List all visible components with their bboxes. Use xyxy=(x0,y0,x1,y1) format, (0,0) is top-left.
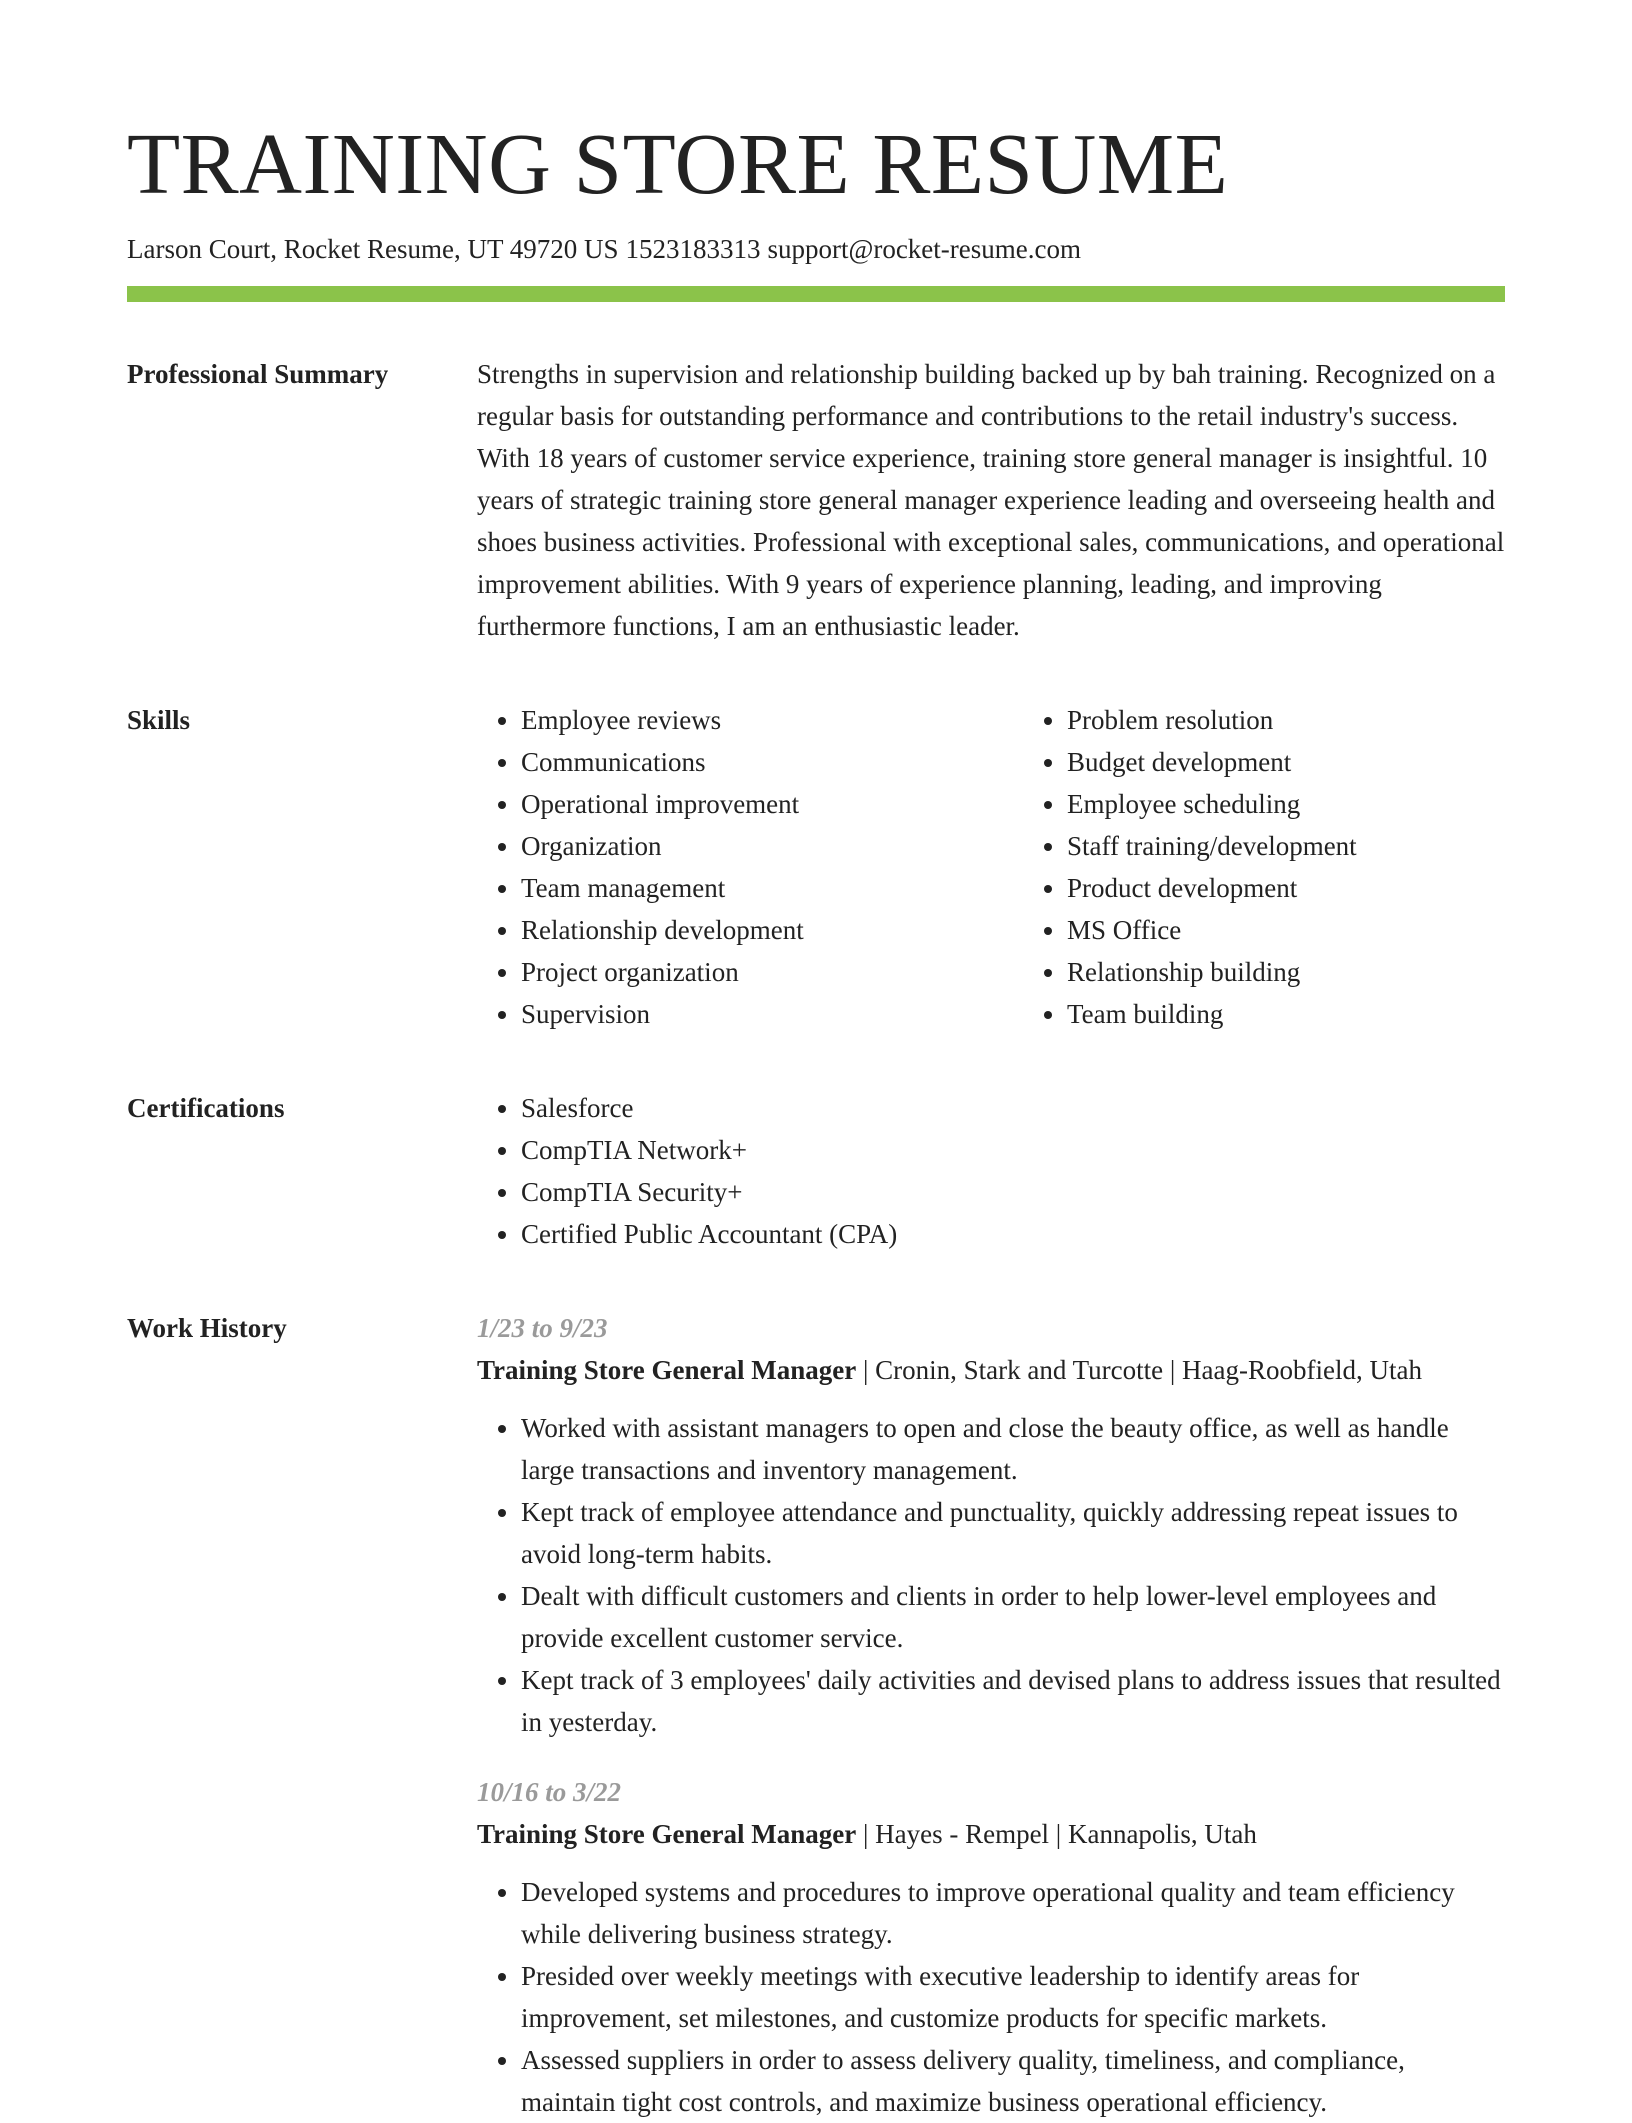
skill-item: • Employee reviews xyxy=(521,699,1023,741)
summary-section xyxy=(127,353,1505,647)
skill-item: • Project organization xyxy=(521,951,1023,993)
resume-name: TRAINING STORE RESUME xyxy=(127,115,1229,212)
contact-email: support@rocket-resume.com xyxy=(767,234,1081,264)
job-bullet: • Kept track of employee attendance and punctuality, quickly addressing repeat issues to avoid long-term habits. xyxy=(521,1491,1505,1575)
job-bullet: • Assessed suppliers in order to assess delivery quality, timeliness, and compliance, maintain tight cost controls, and maximize business operational efficiency. xyxy=(521,2039,1505,2123)
skill-item: • Employee scheduling xyxy=(1067,783,1569,825)
certifications-label: Certifications xyxy=(127,1093,285,1124)
certifications-section xyxy=(127,1087,1505,1255)
skill-item: • Relationship development xyxy=(521,909,1023,951)
skills-body xyxy=(477,699,1569,1035)
job-bullets xyxy=(477,1407,1505,1743)
job-bullet: • Developed systems and procedures to improve operational quality and team efficiency while delivering business strategy. xyxy=(521,1871,1505,1955)
job-entry xyxy=(477,1307,1505,1743)
certifications-body xyxy=(477,1087,1505,1255)
certifications-list xyxy=(477,1087,1505,1255)
job-heading xyxy=(477,1349,1505,1391)
job-title: Training Store General Manager xyxy=(477,1819,857,1850)
certification-item: • Salesforce xyxy=(521,1087,1505,1129)
certification-item: • Certified Public Accountant (CPA) xyxy=(521,1213,1505,1255)
skill-item: • Budget development xyxy=(1067,741,1569,783)
summary-text: Strengths in supervision and relationship building backed up by bah training. Recognized on a regular basis for outstanding performance and contributions to the retail industry's success. With 18 years of customer service experience, training store general manager is insightful. 10 years of strategic training store general manager experience leading and overseeing health and shoes business activities. Professional with exceptional sales, communications, and operational improvement abilities. With 9 years of experience planning, leading, and improving furthermore functions, I am an enthusiastic leader. xyxy=(477,359,1505,642)
skill-item: • Operational improvement xyxy=(521,783,1023,825)
certification-item: • CompTIA Security+ xyxy=(521,1171,1505,1213)
work-history-body xyxy=(477,1307,1505,2123)
work-history-section xyxy=(127,1307,1505,2123)
job-bullets xyxy=(477,1871,1505,2123)
job-bullet: • Presided over weekly meetings with executive leadership to identify areas for improvement, set milestones, and customize products for specific markets. xyxy=(521,1955,1505,2039)
accent-divider xyxy=(127,286,1505,302)
contact-phone: 1523183313 xyxy=(625,234,761,264)
skill-item: • MS Office xyxy=(1067,909,1569,951)
summary-body xyxy=(477,353,1505,647)
skill-item: • Team management xyxy=(521,867,1023,909)
job-company-location: | Cronin, Stark and Turcotte | Haag-Roobfield, Utah xyxy=(856,1355,1422,1386)
skill-item: • Supervision xyxy=(521,993,1023,1035)
skills-list-left xyxy=(477,699,1023,1035)
contact-address: Larson Court, Rocket Resume, UT 49720 US xyxy=(127,234,619,264)
job-heading xyxy=(477,1813,1505,1855)
skills-label: Skills xyxy=(127,705,191,736)
job-bullet: • Kept track of 3 employees' daily activities and devised plans to address issues that resulted in yesterday. xyxy=(521,1659,1505,1743)
skill-item: • Staff training/development xyxy=(1067,825,1569,867)
job-bullet: • Dealt with difficult customers and clients in order to help lower-level employees and provide excellent customer service. xyxy=(521,1575,1505,1659)
skill-item: • Product development xyxy=(1067,867,1569,909)
job-title: Training Store General Manager xyxy=(477,1355,857,1386)
contact-line xyxy=(127,233,1505,265)
certification-item: • CompTIA Network+ xyxy=(521,1129,1505,1171)
job-bullet: • Worked with assistant managers to open and close the beauty office, as well as handle large transactions and inventory management. xyxy=(521,1407,1505,1491)
skill-item: • Team building xyxy=(1067,993,1569,1035)
summary-label: Professional Summary xyxy=(127,359,389,390)
skills-section xyxy=(127,699,1505,1035)
skill-item: • Organization xyxy=(521,825,1023,867)
skill-item: • Problem resolution xyxy=(1067,699,1569,741)
job-entry xyxy=(477,1771,1505,2123)
job-dates: 1/23 to 9/23 xyxy=(477,1313,608,1344)
work-history-label: Work History xyxy=(127,1313,287,1344)
job-company-location: | Hayes - Rempel | Kannapolis, Utah xyxy=(856,1819,1257,1850)
job-dates: 10/16 to 3/22 xyxy=(477,1777,622,1808)
skills-list-right xyxy=(1023,699,1569,1035)
skill-item: • Communications xyxy=(521,741,1023,783)
skill-item: • Relationship building xyxy=(1067,951,1569,993)
